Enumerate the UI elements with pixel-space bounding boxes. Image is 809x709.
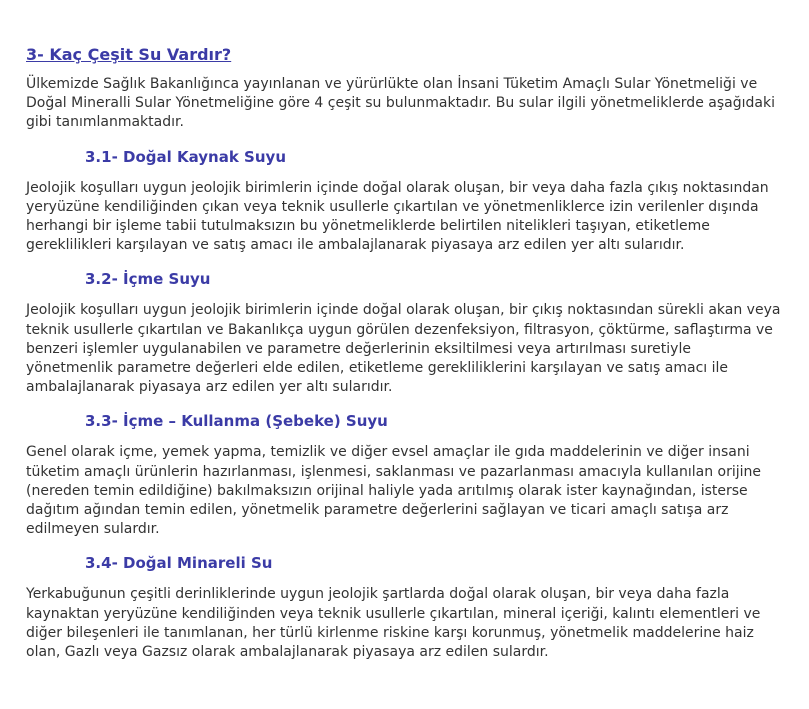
section-body-sebeke-suyu: Genel olarak içme, yemek yapma, temizlik ve diğer evsel amaçlar ile gıda maddelerinin ve diğer insani tüketim amaçlı ürünlerin hazırlanması, işlenmesi, saklanması ve pazarlanması amacıyla kullanılan orijine (nereden temin edildiğine) bakılmaksızın orijinal haliyle yada arıtılmış olarak ister kaynağından, isterse dağıtım ağından temin edilen, yönetmelik parametre değerlerini sağlayan ve ticari amaçlı satışa arz edilmeyen sulardır. [26, 444, 761, 538]
section-heading-dogal-mineralli-su: 3.4- Doğal Minareli Su [85, 554, 273, 573]
section-heading-sebeke-suyu: 3.3- İçme – Kullanma (Şebeke) Suyu [85, 412, 388, 431]
section-body-icme-suyu: Jeolojik koşulları uygun jeolojik birimlerin içinde doğal olarak oluşan, bir çıkış noktasından sürekli akan veya teknik usullerle çıkartılan ve Bakanlıkça uygun görülen dezenfeksiyon, filtrasyon, çöktürme, saflaştırma ve benzeri işlemler uygulanabilen ve parametre değerlerinin eksiltilmesi veya artırılması suretiyle yönetmenlik parametre değerleri elde edilen, etiketleme gerekliliklerini karşılayan ve satış amacı ile ambalajlanarak piyasaya arz edilen yer altı sularıdır. [26, 302, 781, 396]
article-title[interactable]: 3- Kaç Çeşit Su Vardır? [26, 45, 232, 64]
section-body-dogal-mineralli-su: Yerkabuğunun çeşitli derinliklerinde uygun jeolojik şartlarda doğal olarak oluşan, bir veya daha fazla kaynaktan yeryüzüne kendiliğinden veya teknik usullerle çıkartılan, mineral içeriği, kalıntı elementleri ve diğer bileşenleri ile tanımlanan, her türlü kirlenme riskine karşı korunmuş, yönetmelik maddelerine haiz olan, Gazlı veya Gazsız olarak ambalajlanarak piyasaya arz edilen sulardır. [26, 586, 761, 661]
section-heading-dogal-kaynak-suyu: 3.1- Doğal Kaynak Suyu [85, 147, 286, 166]
section-heading-icme-suyu: 3.2- İçme Suyu [85, 270, 211, 289]
intro-paragraph: Ülkemizde Sağlık Bakanlığınca yayınlanan ve yürürlükte olan İnsani Tüketim Amaçlı Sular Yönetmeliği ve Doğal Mineralli Sular Yönetmeliğine göre 4 çeşit su bulunmaktadır. Bu sular ilgili yönetmeliklerde aşağıdaki gibi tanımlanmaktadır. [26, 76, 775, 131]
section-body-dogal-kaynak-suyu: Jeolojik koşulları uygun jeolojik birimlerin içinde doğal olarak oluşan, bir veya daha fazla çıkış noktasından yeryüzüne kendiliğinden çıkan veya teknik usullerle çıkartılan ve yönetmenliklerce izin verilenler dışında herhangi bir işleme tabii tutulmaksızın bu yönetmeliklerde belirtilen nitelikleri taşıyan, etiketleme gereklilikleri karşılayan ve satış amacı ile ambalajlanarak piyasaya arz edilen yer altı sularıdır. [26, 179, 769, 254]
